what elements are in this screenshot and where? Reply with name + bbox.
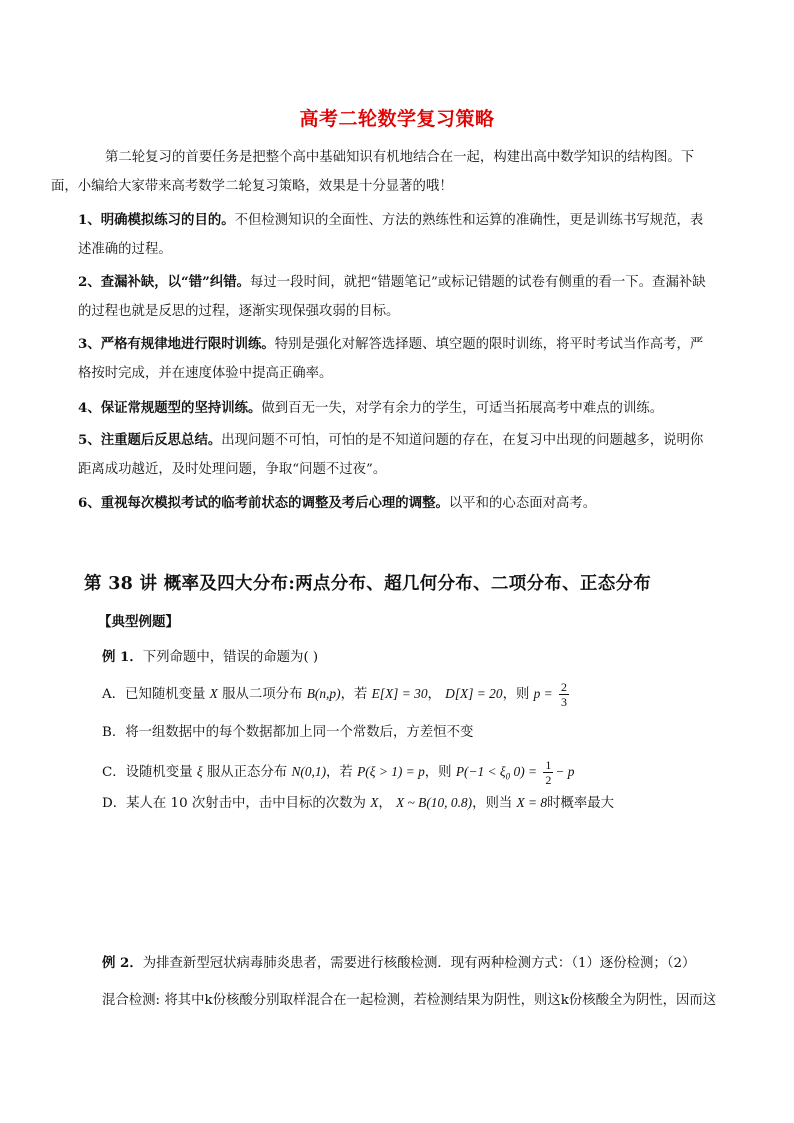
option-text: D．某人在 10 次射击中，击中目标的次数为: [102, 796, 371, 811]
option-text: 服从二项分布: [217, 687, 307, 702]
intro-paragraph: [51, 143, 726, 201]
item-number: 3、: [78, 336, 101, 352]
lecture-title: 第 38 讲 概率及四大分布:两点分布、超几何分布、二项分布、正态分布: [84, 574, 652, 594]
item-lead: 严格有规律地进行限时训练。: [100, 336, 275, 352]
item-body-cont: 的过程也就是反思的过程，逐渐实现保强攻弱的目标。: [78, 304, 400, 319]
math-expr: B(n,p): [306, 686, 341, 701]
fraction: [559, 680, 569, 709]
strategy-item-1: [78, 206, 726, 264]
math-expr: X ~ B(10, 0.8): [396, 795, 473, 810]
option-text: ，若: [326, 765, 358, 780]
option-c: [102, 758, 574, 787]
strategy-item-2: [78, 268, 726, 326]
option-text: ，则: [502, 687, 534, 702]
item-lead: 注重题后反思总结。: [100, 432, 222, 448]
option-text: ，: [378, 796, 397, 811]
item-lead: 明确模拟练习的目的。: [100, 212, 235, 228]
item-body-cont: 述准确的过程。: [78, 242, 172, 257]
item-body: 以平和的心态面对高考。: [448, 496, 597, 511]
intro-line-1: 第二轮复习的首要任务是把整个高中基础知识有机地结合在一起，构建出高中数学知识的结构图。下: [105, 150, 695, 165]
option-d: [102, 792, 614, 811]
item-body: 每过一段时间，就把“错题笔记”或标记错题的试卷有侧重的看一下。查漏补缺: [250, 275, 706, 290]
math-expr: N(0,1): [291, 764, 327, 779]
math-expr: D[X] = 20: [445, 686, 503, 701]
option-text: C．设随机变量: [102, 765, 197, 780]
example-1-stem: [102, 646, 318, 665]
option-text: 服从正态分布: [202, 765, 292, 780]
page-title: 高考二轮数学复习策略: [299, 108, 495, 130]
item-body-cont: 距离成功越近，及时处理问题，争取“问题不过夜”。: [78, 462, 387, 477]
item-body: 特别是强化对解答选择题、填空题的限时训练，将平时考试当作高考，严: [274, 337, 704, 352]
item-number: 6、: [78, 495, 101, 511]
option-text: ，: [427, 687, 446, 702]
strategy-item-3: [78, 330, 726, 388]
option-text: A．已知随机变量: [102, 687, 210, 702]
math-subscript: 0: [505, 771, 511, 782]
strategy-item-4: [78, 394, 726, 423]
option-text: ，则: [424, 765, 456, 780]
fraction-denominator: 2: [545, 773, 552, 787]
item-number: 5、: [78, 432, 101, 448]
example-2: [102, 945, 736, 1019]
math-expr: P(ξ > 1) = p: [357, 764, 425, 779]
example-label: 例 2．: [102, 955, 143, 971]
example-stem: 下列命题中，错误的命题为( ): [142, 650, 319, 665]
math-expr: X: [370, 795, 379, 810]
item-number: 1、: [78, 212, 101, 228]
example-line-2: 混合检测: 将其中k份核酸分别取样混合在一起检测，若检测结果为阴性，则这k份核酸全为阴性，因而这: [102, 993, 717, 1008]
option-a: [102, 680, 571, 709]
option-text: ，则当: [472, 796, 517, 811]
math-expr: E[X] = 30: [371, 686, 428, 701]
option-text: 时概率最大: [547, 796, 615, 811]
strategy-item-5: [78, 426, 726, 484]
item-body: 做到百无一失，对学有余力的学生，可适当拓展高考中难点的训练。: [261, 401, 664, 416]
option-b: B．将一组数据中的每个数据都加上同一个常数后，方差恒不变: [102, 725, 474, 740]
item-body: 出现问题不可怕，可怕的是不知道问题的存在，在复习中出现的问题越多，说明你: [221, 433, 704, 448]
fraction-denominator: 3: [560, 695, 567, 709]
item-lead: 重视每次模拟考试的临考前状态的调整及考后心理的调整。: [100, 495, 449, 511]
math-expr: P(−1 < ξ: [455, 764, 506, 779]
strategy-item-6: [78, 489, 726, 518]
fraction-numerator: 1: [545, 758, 552, 772]
math-expr: X: [209, 686, 218, 701]
math-expr: − p: [555, 764, 575, 779]
math-expr: 0) =: [510, 764, 538, 779]
item-lead: 查漏补缺，以“错”纠错。: [100, 274, 251, 290]
math-expr: ξ: [196, 764, 203, 779]
math-expr: X = 8: [516, 795, 548, 810]
item-lead: 保证常规题型的坚持训练。: [100, 400, 262, 416]
section-tag: 【典型例题】: [98, 614, 179, 630]
item-number: 2、: [78, 274, 101, 290]
fraction-numerator: 2: [560, 680, 567, 694]
item-number: 4、: [78, 400, 101, 416]
example-line-1: 为排查新型冠状病毒肺炎患者，需要进行核酸检测．现有两种检测方式：（1）逐份检测；（2）: [142, 956, 696, 971]
math-expr: p =: [533, 686, 553, 701]
option-text: ，若: [340, 687, 372, 702]
item-body-cont: 格按时完成，并在速度体验中提高正确率。: [78, 366, 333, 381]
intro-line-2: 面，小编给大家带来高考数学二轮复习策略，效果是十分显著的哦！: [51, 179, 453, 194]
item-body: 不但检测知识的全面性、方法的熟练性和运算的准确性，更是训练书写规范，表: [234, 213, 704, 228]
fraction: [543, 758, 553, 787]
example-label: 例 1．: [102, 649, 143, 665]
